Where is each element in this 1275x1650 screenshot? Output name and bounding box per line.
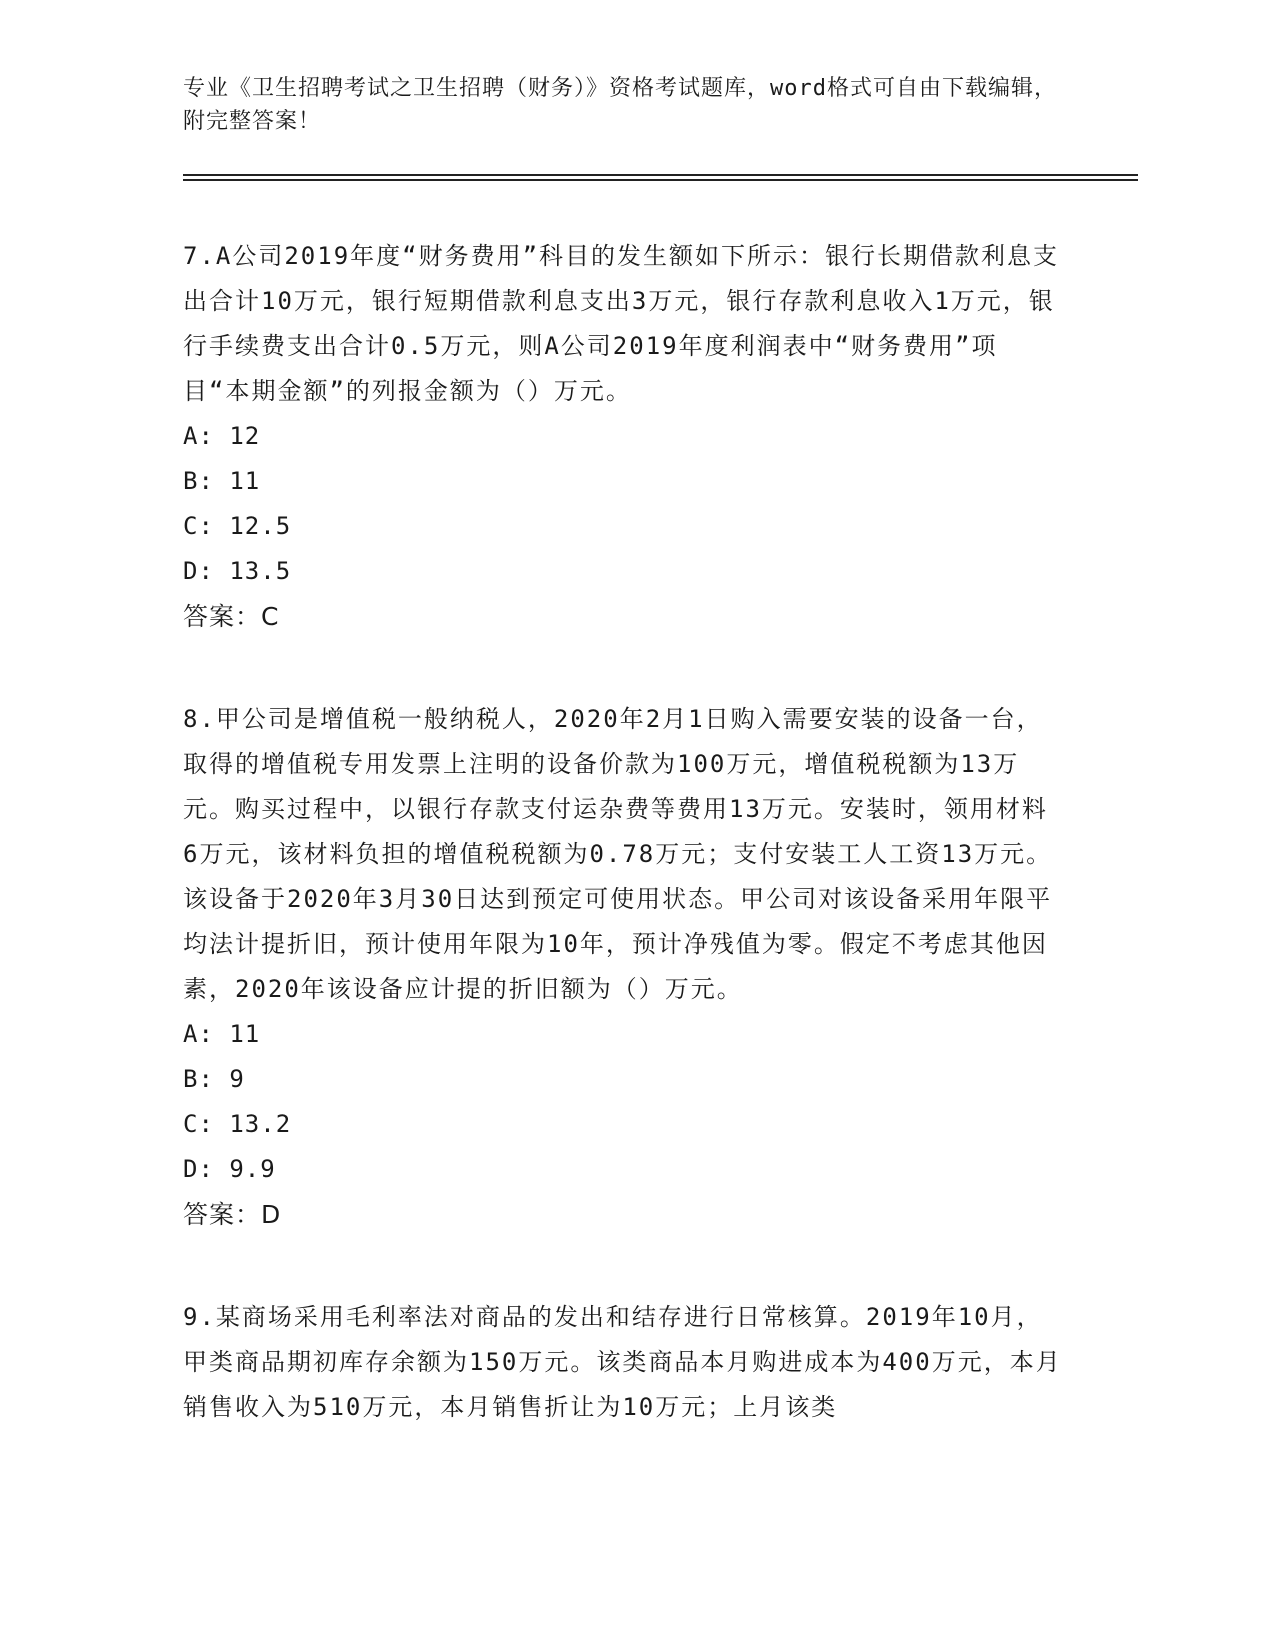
option-a: A: 11	[183, 1020, 261, 1048]
header-divider-bottom	[183, 179, 1138, 181]
question-stem: 9.某商场采用毛利率法对商品的发出和结存进行日常核算。2019年10月，甲类商品期初库存余额为150万元。该类商品本月购进成本为400万元，本月销售收入为510万元，本月销售折让为10万元；上月该类	[183, 1303, 1062, 1421]
option-b: B: 11	[183, 467, 261, 495]
option-a: A: 12	[183, 422, 261, 450]
option-c: C: 13.2	[183, 1110, 292, 1138]
option-d: D: 13.5	[183, 557, 292, 585]
answer-line: 答案：D	[183, 1200, 282, 1229]
question-8	[183, 697, 1063, 1237]
header-divider-top	[183, 174, 1138, 176]
option-d: D: 9.9	[183, 1155, 276, 1183]
question-stem: 7.A公司2019年度“财务费用”科目的发生额如下所示：银行长期借款利息支出合计10万元，银行短期借款利息支出3万元，银行存款利息收入1万元，银行手续费支出合计0.5万元，则A公司2019年度利润表中“财务费用”项目“本期金额”的列报金额为（）万元。	[183, 242, 1060, 405]
option-b: B: 9	[183, 1065, 245, 1093]
question-7	[183, 234, 1063, 639]
option-c: C: 12.5	[183, 512, 292, 540]
document-header: 专业《卫生招聘考试之卫生招聘（财务）》资格考试题库，word格式可自由下载编辑，附完整答案！	[183, 76, 1057, 134]
question-9	[183, 1295, 1063, 1430]
question-stem: 8.甲公司是增值税一般纳税人，2020年2月1日购入需要安装的设备一台，取得的增值税专用发票上注明的设备价款为100万元，增值税税额为13万元。购买过程中，以银行存款支付运杂费等费用13万元。安装时，领用材料6万元，该材料负担的增值税税额为0.78万元；支付安装工人工资13万元。该设备于2020年3月30日达到预定可使用状态。甲公司对该设备采用年限平均法计提折旧，预计使用年限为10年，预计净残值为零。假定不考虑其他因素，2020年该设备应计提的折旧额为（）万元。	[183, 705, 1053, 1003]
question-list	[183, 234, 1063, 1488]
answer-line: 答案：C	[183, 602, 280, 631]
